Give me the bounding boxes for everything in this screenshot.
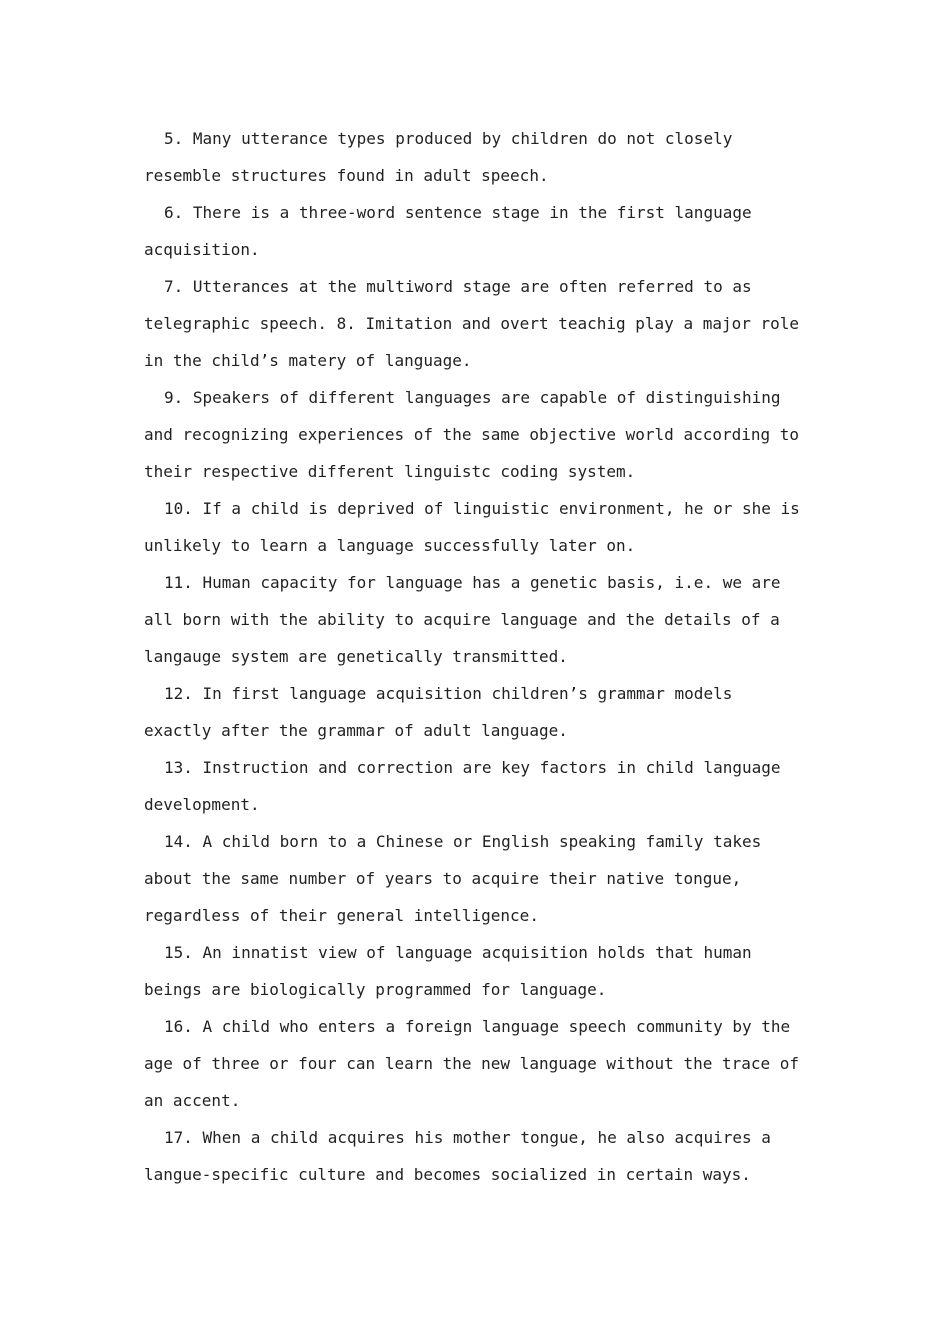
paragraph-item-5: 5. Many utterance types produced by children do not closely resemble structures found in adult speech. [144,129,733,185]
paragraph-item-9: 9. Speakers of different languages are capable of distinguishing and recognizing experiences of the same objective world according to their respective different linguistc coding system. [144,388,800,481]
paragraph-item-17: 17. When a child acquires his mother tongue, he also acquires a langue-specific culture and becomes socialized in certain ways. [144,1128,771,1184]
paragraph-item-12: 12. In first language acquisition children’s grammar models exactly after the grammar of adult language. [144,684,733,740]
paragraph-item-13: 13. Instruction and correction are key factors in child language development. [144,758,781,814]
paragraph-item-14: 14. A child born to a Chinese or English speaking family takes about the same number of years to acquire their native tongue, regardless of their general intelligence. [144,832,762,925]
paragraph-item-15: 15. An innatist view of language acquisition holds that human beings are biologically programmed for language. [144,943,752,999]
paragraph-item-7-8: 7. Utterances at the multiword stage are often referred to as telegraphic speech. 8. Imitation and overt teachig play a major role in the child’s matery of language. [144,277,800,370]
paragraph-item-6: 6. There is a three-word sentence stage in the first language acquisition. [144,203,752,259]
paragraph-item-16: 16. A child who enters a foreign language speech community by the age of three or four can learn the new language without the trace of an accent. [144,1017,800,1110]
paragraph-item-11: 11. Human capacity for language has a genetic basis, i.e. we are all born with the ability to acquire language and the details of a langauge system are genetically transmitted. [144,573,781,666]
paragraph-item-10: 10. If a child is deprived of linguistic environment, he or she is unlikely to learn a language successfully later on. [144,499,800,555]
document-body [144,120,804,1193]
